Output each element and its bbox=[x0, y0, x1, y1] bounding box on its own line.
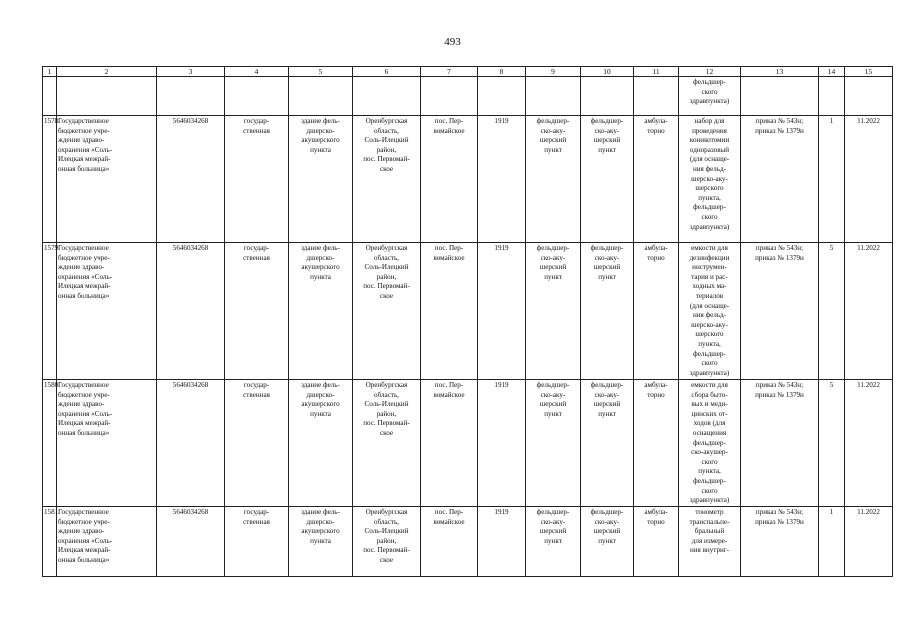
building-cell: здание фель- дшерско- акушерского пункта bbox=[289, 243, 353, 380]
inn-cell: 5646034268 bbox=[157, 243, 225, 380]
care-mode-cell: амбула- торно bbox=[634, 507, 679, 577]
table-row bbox=[43, 243, 893, 380]
column-number-row bbox=[43, 67, 893, 77]
table-row bbox=[43, 116, 893, 243]
order-cell: приказ № 543н; приказ № 1379н bbox=[741, 380, 819, 507]
registry-table bbox=[42, 66, 893, 577]
row-number: 1580. bbox=[43, 380, 57, 507]
ownership-cell: государ- ственная bbox=[225, 243, 289, 380]
date-cell: 11.2022 bbox=[845, 380, 893, 507]
inn-cell: 5646034268 bbox=[157, 116, 225, 243]
facility-type-cell: фельдшер- ско-аку- шерский пункт bbox=[581, 116, 634, 243]
address-cell: Оренбургская область, Соль-Илецкий район, пос. Первомай- ское bbox=[353, 380, 421, 507]
ownership-cell: государ- ственная bbox=[225, 380, 289, 507]
table-row bbox=[43, 380, 893, 507]
order-cell: приказ № 543н; приказ № 1379н bbox=[741, 116, 819, 243]
organization-cell: Государственное бюджетное учре- ждение здраво- охранения «Соль- Илецкая межрай- онная больница» bbox=[57, 116, 157, 243]
address-cell: Оренбургская область, Соль-Илецкий район, пос. Первомай- ское bbox=[353, 507, 421, 577]
facility-type-cell: фельдшер- ско-аку- шерский пункт bbox=[581, 507, 634, 577]
date-cell: 11.2022 bbox=[845, 507, 893, 577]
column-number: 2 bbox=[57, 67, 157, 77]
column-number: 3 bbox=[157, 67, 225, 77]
order-cell: приказ № 543н; приказ № 1379н bbox=[741, 243, 819, 380]
column-number: 9 bbox=[526, 67, 581, 77]
quantity-cell: 1 bbox=[819, 116, 845, 243]
facility-type-cell: фельдшер- ско-аку- шерский пункт bbox=[526, 507, 581, 577]
quantity-cell: 5 bbox=[819, 380, 845, 507]
organization-cell: Государственное бюджетное учре- ждение здраво- охранения «Соль- Илецкая межрай- онная больница» bbox=[57, 380, 157, 507]
equipment-cell: емкости для сбора быто- вых и меди- цинских от- ходов (для оснащения фельдшер- ско-акушер- ского пункта, фельдшер- ского здравпункта) bbox=[679, 380, 741, 507]
row-number: 1579. bbox=[43, 243, 57, 380]
care-mode-cell: амбула- торно bbox=[634, 243, 679, 380]
column-number: 12 bbox=[679, 67, 741, 77]
column-number: 13 bbox=[741, 67, 819, 77]
facility-type-cell: фельдшер- ско-аку- шерский пункт bbox=[581, 243, 634, 380]
year-cell: 1919 bbox=[478, 116, 526, 243]
address-cell: Оренбургская область, Соль-Илецкий район, пос. Первомай- ское bbox=[353, 243, 421, 380]
ownership-cell: государ- ственная bbox=[225, 116, 289, 243]
locality-cell: пос. Пер- вомайское bbox=[421, 243, 478, 380]
column-number: 10 bbox=[581, 67, 634, 77]
ownership-cell: государ- ственная bbox=[225, 507, 289, 577]
table-row bbox=[43, 507, 893, 577]
locality-cell: пос. Пер- вомайское bbox=[421, 507, 478, 577]
column-number: 8 bbox=[478, 67, 526, 77]
building-cell: здание фель- дшерско- акушерского пункта bbox=[289, 507, 353, 577]
organization-cell: Государственное бюджетное учре- ждение здраво- охранения «Соль- Илецкая межрай- онная больница» bbox=[57, 507, 157, 577]
quantity-cell: 1 bbox=[819, 507, 845, 577]
facility-type-cell: фельдшер- ско-аку- шерский пункт bbox=[526, 380, 581, 507]
row-number: 1581. bbox=[43, 507, 57, 577]
address-cell: Оренбургская область, Соль-Илецкий район, пос. Первомай- ское bbox=[353, 116, 421, 243]
year-cell: 1919 bbox=[478, 380, 526, 507]
care-mode-cell: амбула- торно bbox=[634, 380, 679, 507]
row-number: 1578. bbox=[43, 116, 57, 243]
column-number: 14 bbox=[819, 67, 845, 77]
facility-type-cell: фельдшер- ско-аку- шерский пункт bbox=[526, 243, 581, 380]
locality-cell: пос. Пер- вомайское bbox=[421, 380, 478, 507]
column-number: 7 bbox=[421, 67, 478, 77]
date-cell: 11.2022 bbox=[845, 243, 893, 380]
building-cell: здание фель- дшерско- акушерского пункта bbox=[289, 116, 353, 243]
inn-cell: 5646034268 bbox=[157, 380, 225, 507]
facility-type-cell: фельдшер- ско-аку- шерский пункт bbox=[526, 116, 581, 243]
inn-cell: 5646034268 bbox=[157, 507, 225, 577]
equipment-cell: набор для проведения коникотомии одноразовый (для оснаще- ния фельд- шерско-аку- шерского пункта, фельдшер- ского здравпункта) bbox=[679, 116, 741, 243]
column-number: 1 bbox=[43, 67, 57, 77]
page-number: 493 bbox=[444, 36, 461, 48]
quantity-cell: 5 bbox=[819, 243, 845, 380]
facility-type-cell: фельдшер- ско-аку- шерский пункт bbox=[581, 380, 634, 507]
year-cell: 1919 bbox=[478, 507, 526, 577]
date-cell: 11.2022 bbox=[845, 116, 893, 243]
column-number: 4 bbox=[225, 67, 289, 77]
column-number: 5 bbox=[289, 67, 353, 77]
organization-cell: Государственное бюджетное учре- ждение здраво- охранения «Соль- Илецкая межрай- онная больница» bbox=[57, 243, 157, 380]
building-cell: здание фель- дшерско- акушерского пункта bbox=[289, 380, 353, 507]
continuation-row bbox=[43, 77, 893, 116]
column-number: 11 bbox=[634, 67, 679, 77]
order-cell: приказ № 543н; приказ № 1379н bbox=[741, 507, 819, 577]
equipment-cell: емкости для дезинфекции инструмен- тария и рас- ходных ма- териалов (для оснаще- ния фельд- шерско-аку- шерского пункта, фельдшер- ского здравпункта) bbox=[679, 243, 741, 380]
care-mode-cell: амбула- торно bbox=[634, 116, 679, 243]
locality-cell: пос. Пер- вомайское bbox=[421, 116, 478, 243]
equipment-cell: фельдшер- ского здравпункта) bbox=[679, 77, 741, 116]
year-cell: 1919 bbox=[478, 243, 526, 380]
column-number: 15 bbox=[845, 67, 893, 77]
column-number: 6 bbox=[353, 67, 421, 77]
equipment-cell: тонометр транспальпе- бральный для измере- ния внутриг- bbox=[679, 507, 741, 577]
